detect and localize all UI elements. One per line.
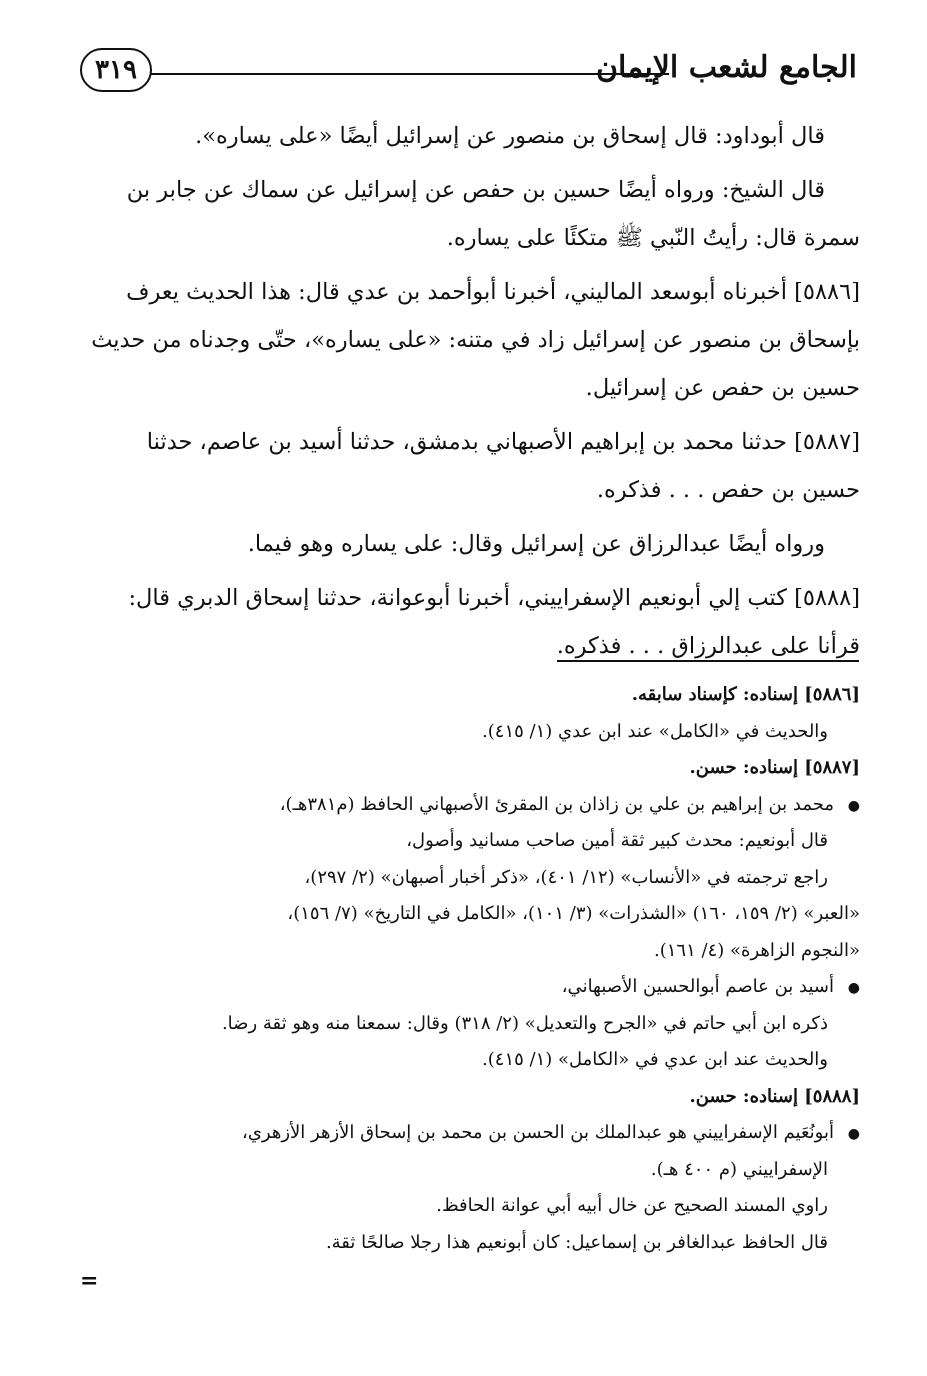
main-line: سمرة قال: رأيتُ النّبي ﷺ متكئًا على يساره. bbox=[446, 225, 860, 251]
footnote-line: «النجوم الزاهرة» (٤/ ١٦١). bbox=[654, 939, 860, 961]
footnote-line: قال الحافظ عبدالغافر بن إسماعيل: كان أبونعيم هذا رجلا صالحًا ثقة. bbox=[325, 1231, 828, 1253]
main-line: حسين بن حفص عن إسرائيل. bbox=[585, 375, 860, 401]
footnote-line: [٥٨٨٨] إسناده: حسن. bbox=[689, 1085, 860, 1107]
footnote-line: [٥٨٨٧] إسناده: حسن. bbox=[689, 757, 860, 778]
footnote-line: الإسفراييني (م ٤٠٠ هـ). bbox=[650, 1158, 828, 1180]
footnote-line: راوي المسند الصحيح عن خال أبيه أبي عوانة الحافظ. bbox=[436, 1195, 828, 1216]
footnotes bbox=[80, 677, 860, 1261]
main-line: [٥٨٨٦] أخبرناه أبوسعد الماليني، أخبرنا أبوأحمد بن عدي قال: هذا الحديث يعرف bbox=[126, 279, 860, 305]
header-rule bbox=[150, 73, 669, 75]
footnote-line: أسيد بن عاصم أبوالحسين الأصبهاني، bbox=[561, 976, 834, 997]
footnote-bullet-item bbox=[80, 787, 860, 824]
main-line: حسين بن حفص . . . فذكره. bbox=[596, 477, 860, 503]
footnote-bullet-item bbox=[80, 969, 860, 1006]
running-header-title: الجامع لشعب الإيمان bbox=[595, 50, 857, 85]
main-line: [٥٨٨٧] حدثنا محمد بن إبراهيم الأصبهاني بدمشق، حدثنا أسيد بن عاصم، حدثنا bbox=[146, 429, 860, 455]
footnote-line: [٥٨٨٦] إسناده: كإسناد سابقه. bbox=[631, 684, 860, 705]
footnote-separator bbox=[557, 660, 859, 662]
footnote-bullet-item bbox=[80, 1115, 860, 1152]
footnote-line: «العبر» (٢/ ١٥٩، ١٦٠) «الشذرات» (٣/ ١٠١)، «الكامل في التاريخ» (٧/ ١٥٦)، bbox=[287, 903, 860, 924]
footnote-line: قال أبونعيم: محدث كبير ثقة أمين صاحب مسانيد وأصول، bbox=[406, 830, 828, 851]
footnote-line: ذكره ابن أبي حاتم في «الجرح والتعديل» (٢/ ٣١٨) وقال: سمعنا منه وهو ثقة رضا. bbox=[221, 1012, 828, 1034]
main-line: قرأنا على عبدالرزاق . . . فذكره. bbox=[556, 633, 860, 659]
footnote-line: والحديث في «الكامل» عند ابن عدي (١/ ٤١٥). bbox=[482, 720, 828, 742]
bullet-icon: ● bbox=[847, 980, 860, 996]
main-line: ورواه أيضًا عبدالرزاق عن إسرائيل وقال: على يساره وهو فيما. bbox=[247, 531, 825, 557]
footnote-line: محمد بن إبراهيم بن علي بن زاذان بن المقرئ الأصبهاني الحافظ (م٣٨١هـ)، bbox=[279, 793, 834, 815]
footnote-line: والحديث عند ابن عدي في «الكامل» (١/ ٤١٥). bbox=[482, 1049, 828, 1070]
main-line: بإسحاق بن منصور عن إسرائيل زاد في متنه: «على يساره»، حتّى وجدناه من حديث bbox=[91, 327, 860, 353]
page-number: ٣١٩ bbox=[80, 48, 152, 92]
main-line: [٥٨٨٨] كتب إلي أبونعيم الإسفراييني، أخبرنا أبوعوانة، حدثنا إسحاق الدبري قال: bbox=[128, 585, 860, 611]
main-line: قال أبوداود: قال إسحاق بن منصور عن إسرائيل أيضًا «على يساره». bbox=[195, 123, 825, 149]
main-text bbox=[80, 112, 860, 670]
footnote-line: أبونُعَيم الإسفراييني هو عبدالملك بن الحسن بن محمد بن إسحاق الأزهر الأزهري، bbox=[242, 1122, 834, 1143]
footnote-line: راجع ترجمته في «الأنساب» (١٢/ ٤٠١)، «ذكر أخبار أصبهان» (٢/ ٢٩٧)، bbox=[304, 866, 828, 888]
bullet-icon: ● bbox=[847, 1126, 860, 1142]
bullet-icon: ● bbox=[847, 797, 860, 814]
continuation-mark: = bbox=[80, 1268, 99, 1294]
main-line: قال الشيخ: ورواه أيضًا حسين بن حفص عن إسرائيل عن سماك عن جابر بن bbox=[126, 177, 825, 203]
